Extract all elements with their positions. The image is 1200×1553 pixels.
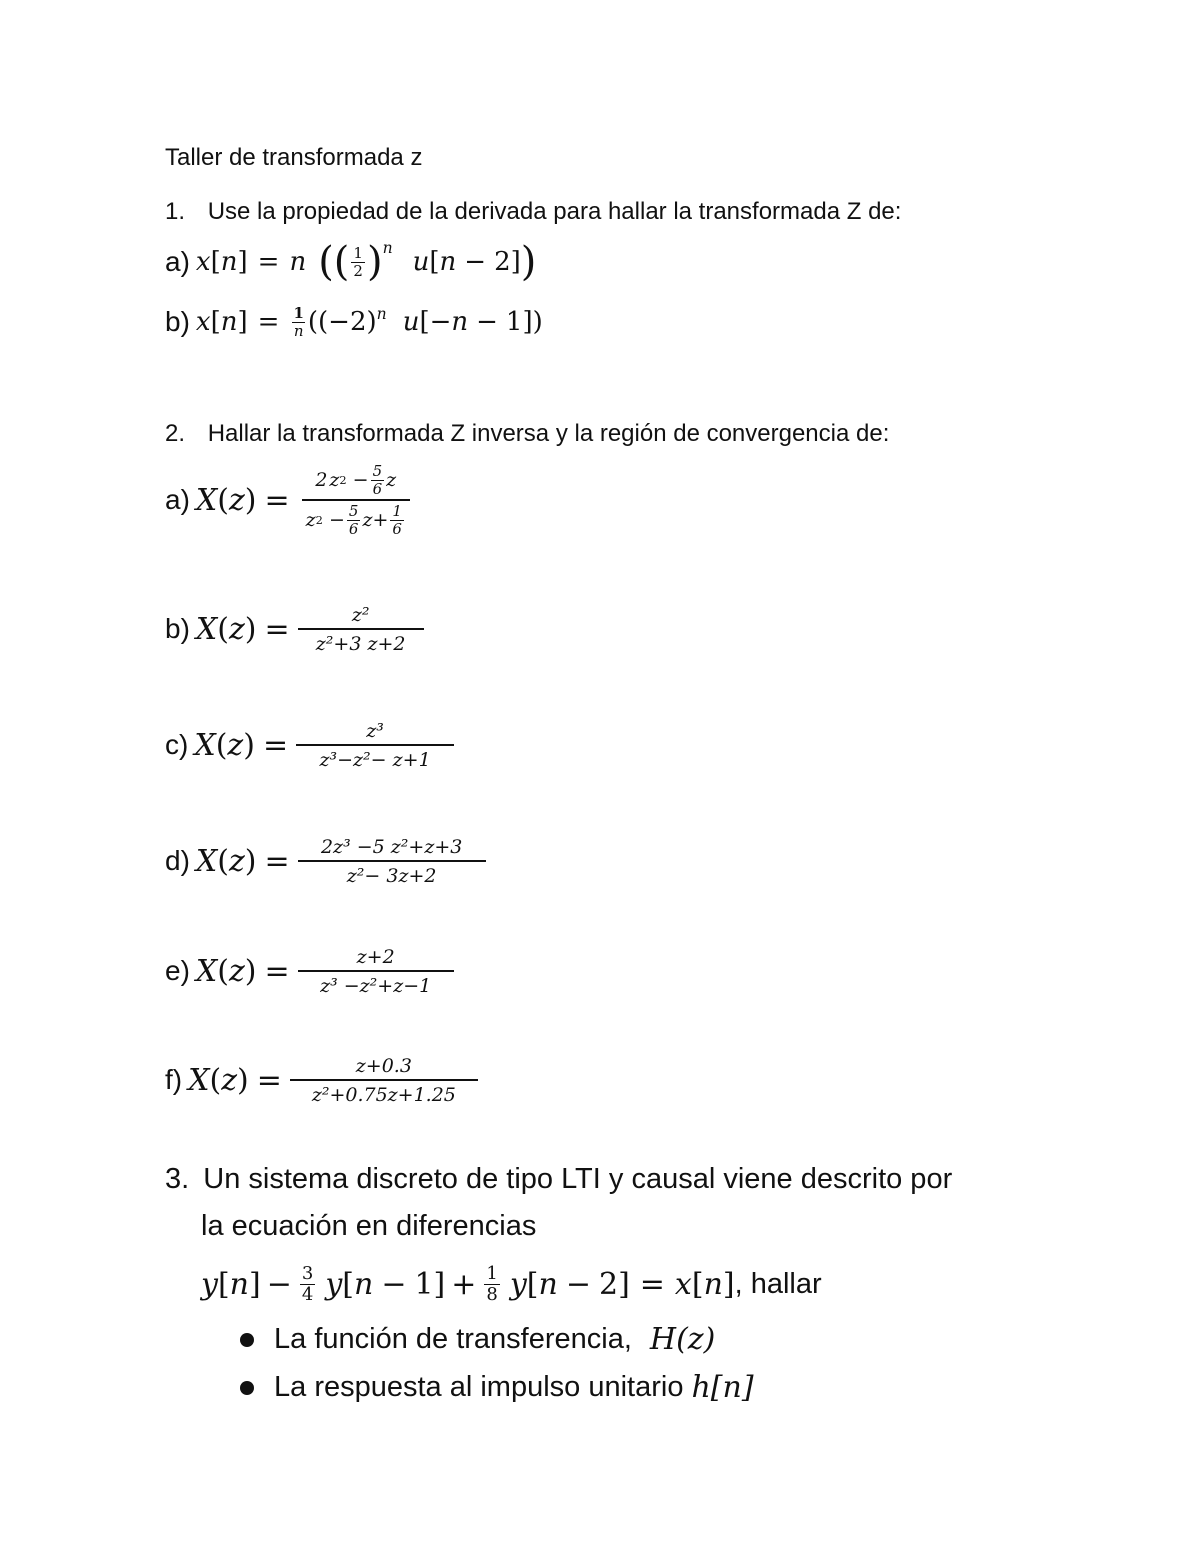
question-2f-equation: f) X ( z ) = $\frac{z+0.3}{\text{z²+0.75z+1.25}}$ bbox=[165, 1047, 478, 1113]
question-2e-numerator: z+2 bbox=[356, 945, 395, 968]
question-2d-label: d) bbox=[165, 845, 190, 876]
bullet-icon bbox=[240, 1381, 254, 1395]
question-3-number: 3. bbox=[165, 1163, 190, 1195]
bullet-2-text: La respuesta al impulso unitario bbox=[274, 1371, 684, 1403]
question-2e-fraction bbox=[302, 946, 450, 997]
question-1a-equation: a) x [ n ] = n ( ( 1 2 ) $^n$ u [ n − 2] ) bbox=[165, 239, 537, 285]
bullet-item-1 bbox=[240, 1322, 715, 1357]
question-1 bbox=[165, 198, 901, 226]
bullet-item-2 bbox=[240, 1370, 754, 1405]
difference-equation: y [ n ] − $\frac{3}{4}$ y [ n − 1] + $\frac{1}{8}$ y [ n − 2] = x [ n ] , hallar bbox=[201, 1262, 822, 1305]
question-1a-label: a) bbox=[165, 246, 190, 277]
question-1-number: 1. bbox=[165, 198, 186, 225]
question-2b-fraction bbox=[302, 604, 420, 655]
question-2d-equation: d) X ( z ) = $\frac{\text{2z³ −5 z²+z+3}}{\text{z²− 3z+2}}$ bbox=[165, 828, 486, 894]
question-2d-denominator: z²− 3z+2 bbox=[298, 860, 486, 887]
question-2 bbox=[165, 420, 889, 448]
question-2b-equation: b) X ( z ) = $\frac{\text{z²}}{\text{z²+3 z+2}}$ bbox=[165, 596, 424, 662]
question-2b-label: b) bbox=[165, 613, 190, 644]
bullet-1-math: H(z) bbox=[649, 1322, 716, 1357]
question-2e-label: e) bbox=[165, 955, 190, 986]
question-3-text-1: Un sistema discreto de tipo LTI y causal viene descrito por bbox=[203, 1163, 953, 1195]
page-title: Taller de transformada z bbox=[165, 144, 423, 171]
bullet-1-text: La función de transferencia, bbox=[274, 1323, 632, 1355]
question-3-line-1 bbox=[165, 1163, 952, 1196]
bullet-icon bbox=[240, 1333, 254, 1347]
question-2c-denominator: z³−z²− z+1 bbox=[296, 744, 454, 771]
question-2c-fraction bbox=[300, 720, 450, 771]
question-2b-denominator: z²+3 z+2 bbox=[298, 628, 424, 655]
question-1-text: Use la propiedad de la derivada para hallar la transformada Z de: bbox=[207, 198, 902, 225]
question-1b-equation: b) x [ n ] = $\frac{1}{n}$ ((−2) $^n$ u [− n − 1]) bbox=[165, 303, 543, 340]
question-1b-label: b) bbox=[165, 306, 190, 337]
question-2b-numerator: z² bbox=[351, 603, 370, 626]
bullet-2-math: h[n] bbox=[691, 1370, 754, 1405]
question-2c-numerator: z³ bbox=[366, 719, 384, 742]
question-2d-fraction bbox=[302, 836, 482, 887]
question-2d-numerator: 2z³ −5 z²+z+3 bbox=[320, 835, 463, 858]
question-2f-label: f) bbox=[165, 1064, 183, 1095]
question-2-number: 2. bbox=[165, 420, 186, 447]
question-2f-fraction bbox=[294, 1055, 474, 1106]
question-2a-equation: a) X ( z ) = 2 z 2 − 5 6 z z 2 − 5 6 z + 1 6 bbox=[165, 452, 414, 548]
question-3-suffix: , hallar bbox=[734, 1267, 822, 1300]
question-2e-equation: e) X ( z ) = $\frac{z+2}{\text{z³ −z²+z−1}}$ bbox=[165, 938, 454, 1004]
question-2c-equation: c) X ( z ) = $\frac{\text{z³}}{\text{z³−z²− z+1}}$ bbox=[165, 712, 454, 778]
question-2-text: Hallar la transformada Z inversa y la región de convergencia de: bbox=[207, 420, 890, 447]
question-2c-label: c) bbox=[165, 729, 189, 760]
question-2f-denominator: z²+0.75z+1.25 bbox=[290, 1079, 478, 1106]
question-2a-label: a) bbox=[165, 484, 190, 515]
question-2e-denominator: z³ −z²+z−1 bbox=[298, 970, 454, 997]
question-3-text-2: la ecuación en diferencias bbox=[201, 1210, 537, 1242]
question-2a-fraction: 2 z 2 − 5 6 z z 2 − 5 6 z + 1 6 bbox=[302, 464, 410, 537]
question-2f-numerator: z+0.3 bbox=[355, 1054, 412, 1077]
